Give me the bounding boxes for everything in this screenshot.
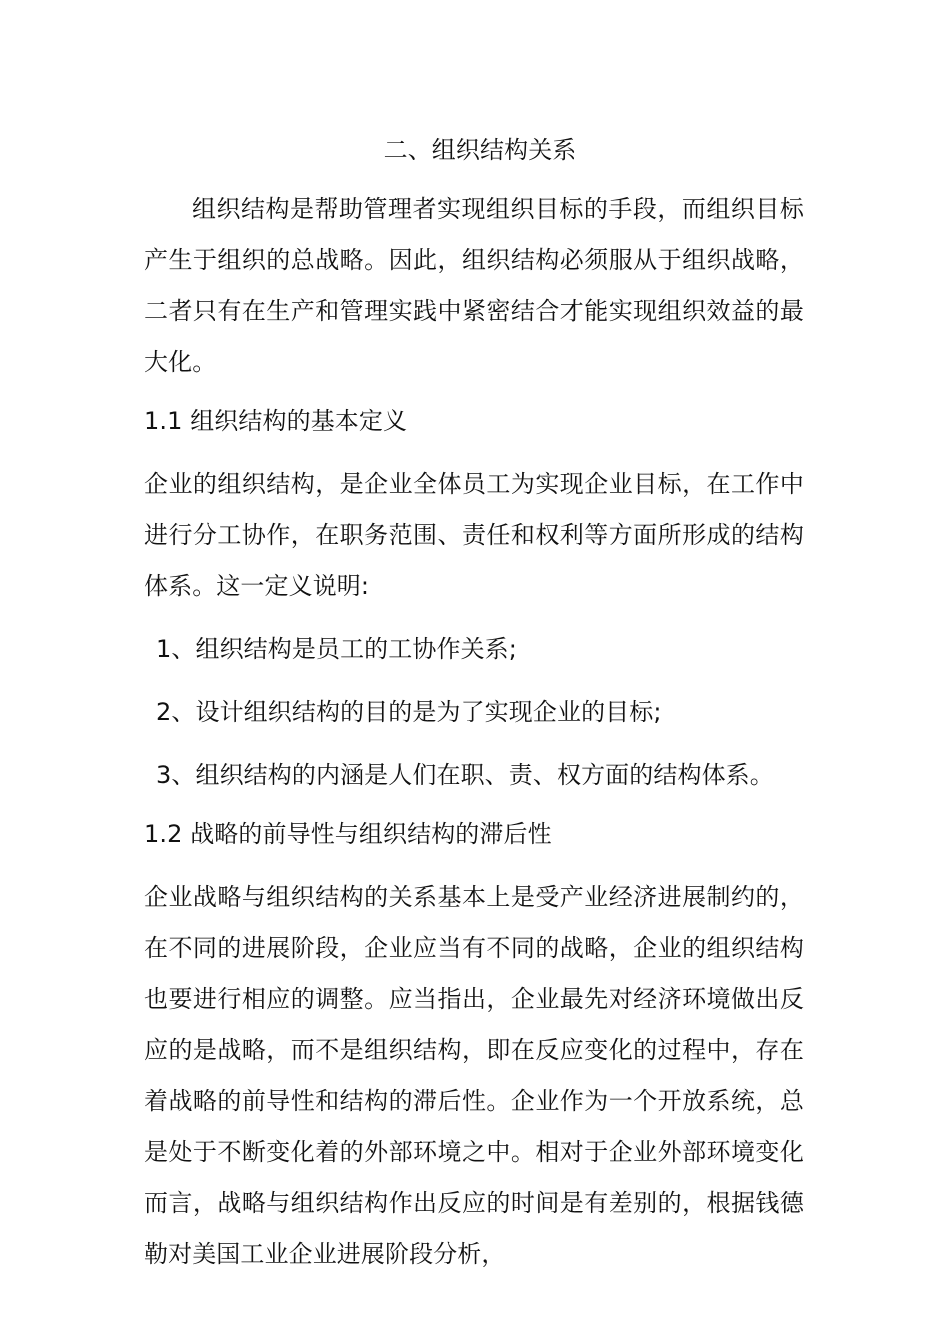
document-title: 二、组织结构关系	[383, 136, 577, 164]
document-content	[144, 128, 804, 1280]
definition-point-1: 1、组织结构是员工的工协作关系;	[156, 635, 517, 663]
strategy-paragraph: 企业战略与组织结构的关系基本上是受产业经济进展制约的，在不同的进展阶段，企业应当有不同的战略，企业的组织结构也要进行相应的调整。应当指出，企业最先对经济环境做出反应的是战略，而不是组织结构，即在反应变化的过程中，存在着战略的前导性和结构的滞后性。企业作为一个开放系统，总是处于不断变化着的外部环境之中。相对于企业外部环境变化而言，战略与组织结构作出反应的时间是有差别的，根据钱德勒对美国工业企业进展阶段分析，	[144, 883, 804, 1268]
definition-point-2: 2、设计组织结构的目的是为了实现企业的目标;	[156, 698, 662, 726]
definition-point-3: 3、组织结构的内涵是人们在职、责、权方面的结构体系。	[156, 761, 774, 789]
section-heading-1-2: 1.2 战略的前导性与组织结构的滞后性	[144, 820, 552, 848]
section-heading-1-1: 1.1 组织结构的基本定义	[144, 407, 408, 435]
intro-paragraph: 组织结构是帮助管理者实现组织目标的手段，而组织目标产生于组织的总战略。因此，组织结构必须服从于组织战略，二者只有在生产和管理实践中紧密结合才能实现组织效益的最大化。	[144, 195, 804, 376]
definition-paragraph: 企业的组织结构，是企业全体员工为实现企业目标，在工作中进行分工协作，在职务范围、责任和权利等方面所形成的结构体系。这一定义说明:	[144, 470, 804, 600]
